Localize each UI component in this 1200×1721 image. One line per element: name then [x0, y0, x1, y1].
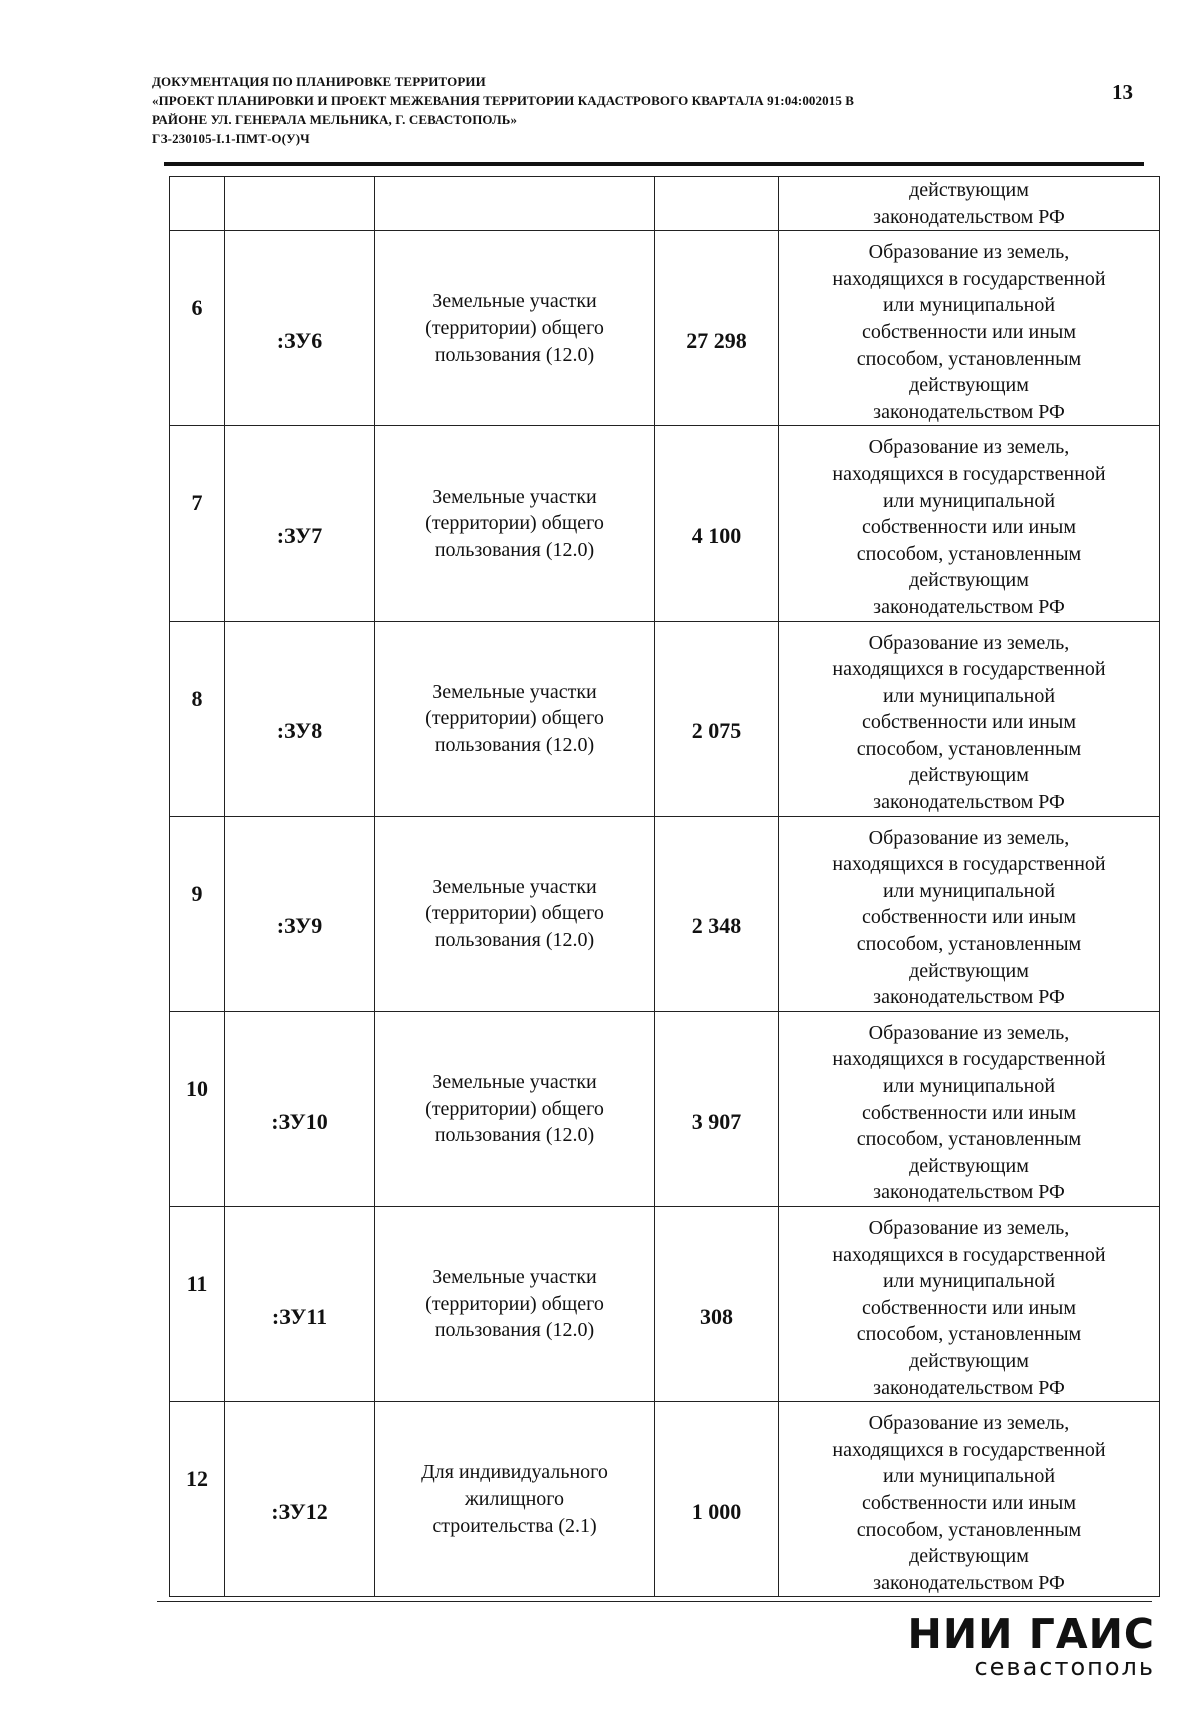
text-line: способом, установленным	[856, 933, 1082, 956]
cell-description	[779, 1011, 1160, 1206]
logo-sub-text: севастополь	[974, 1653, 1155, 1681]
row-number: 11	[186, 1270, 208, 1296]
cell-area	[655, 621, 779, 816]
text-line: действующим	[909, 569, 1029, 592]
cell-description	[779, 621, 1160, 816]
plot-area: 3 907	[691, 1108, 742, 1134]
header-divider	[164, 162, 1144, 166]
table-row	[170, 1206, 1160, 1401]
text-line: законодательством РФ	[873, 986, 1065, 1009]
description-text	[781, 426, 1157, 620]
text-line: законодательством РФ	[873, 1376, 1065, 1399]
text-line: Земельные участки	[432, 485, 597, 508]
description-text	[781, 1012, 1157, 1206]
cell-description	[779, 426, 1160, 621]
row-number: 7	[191, 490, 203, 516]
text-line: Образование из земель,	[868, 436, 1070, 459]
cell-land-use	[375, 1402, 655, 1597]
row-number: 10	[186, 1075, 208, 1101]
text-line: или муниципальной	[882, 879, 1056, 902]
text-line: способом, установленным	[856, 1518, 1082, 1541]
plot-area: 308	[700, 1303, 733, 1329]
row-number: 12	[186, 1466, 208, 1492]
text-line: (территории) общего	[425, 707, 604, 730]
footer-divider	[157, 1601, 1152, 1602]
cell-area	[655, 1402, 779, 1597]
text-line: собственности или иным	[862, 906, 1076, 929]
cell-number	[170, 231, 225, 426]
cell-description	[779, 231, 1160, 426]
plot-code: :ЗУ9	[276, 913, 323, 939]
table-body	[170, 177, 1160, 1597]
text-line: Земельные участки	[432, 875, 597, 898]
plot-area: 2 348	[691, 913, 742, 939]
cell-empty	[170, 177, 225, 231]
text-line: собственности или иным	[862, 320, 1076, 343]
cell-description	[779, 1402, 1160, 1597]
text-line: (территории) общего	[425, 1097, 604, 1120]
description-text	[781, 622, 1157, 816]
text-line: действующим	[909, 764, 1029, 787]
logo-main-text: НИИ ГАИС	[907, 1610, 1155, 1658]
cell-number	[170, 1206, 225, 1401]
cell-area	[655, 1206, 779, 1401]
cell-plot-code	[225, 426, 375, 621]
text-line: пользования (12.0)	[434, 929, 595, 952]
cell-empty	[225, 177, 375, 231]
cell-description	[779, 1206, 1160, 1401]
table-row	[170, 1011, 1160, 1206]
text-line: собственности или иным	[862, 711, 1076, 734]
land-use-text	[377, 679, 652, 759]
plot-code: :ЗУ8	[276, 718, 323, 744]
text-line: законодательством РФ	[873, 400, 1065, 423]
text-line: законодательством РФ	[873, 1181, 1065, 1204]
cell-plot-code	[225, 1206, 375, 1401]
text-line: пользования (12.0)	[434, 1124, 595, 1147]
text-line: Земельные участки	[432, 290, 597, 313]
description-text	[781, 1207, 1157, 1401]
text-line: собственности или иным	[862, 1296, 1076, 1319]
text-line: собственности или иным	[862, 516, 1076, 539]
cell-plot-code	[225, 1011, 375, 1206]
cell-land-use	[375, 426, 655, 621]
table-row	[170, 231, 1160, 426]
text-line: Земельные участки	[432, 1266, 597, 1289]
text-line: жилищного	[464, 1487, 564, 1510]
text-line: находящихся в государственной	[832, 1048, 1106, 1071]
table-row	[170, 426, 1160, 621]
cell-number	[170, 1011, 225, 1206]
plot-code: :ЗУ6	[276, 327, 323, 353]
text-line: действующим	[909, 374, 1029, 397]
text-line: пользования (12.0)	[434, 733, 595, 756]
text-line: способом, установленным	[856, 737, 1082, 760]
cell-area	[655, 231, 779, 426]
cell-area	[655, 1011, 779, 1206]
text-line: пользования (12.0)	[434, 343, 595, 366]
cell-land-use	[375, 621, 655, 816]
plot-code: :ЗУ12	[271, 1498, 328, 1524]
cell-number	[170, 816, 225, 1011]
cell-description	[779, 816, 1160, 1011]
cell-area	[655, 816, 779, 1011]
text-line: способом, установленным	[856, 542, 1082, 565]
text-line: законодательством РФ	[873, 1571, 1065, 1594]
land-plots-table	[169, 176, 1160, 1597]
page-number: 13	[1112, 80, 1133, 104]
text-line: законодательством РФ	[873, 595, 1065, 618]
text-line: Для индивидуального	[421, 1461, 608, 1484]
text-line: или муниципальной	[882, 1465, 1056, 1488]
text-line: (территории) общего	[425, 316, 604, 339]
header-line-3: РАЙОНЕ УЛ. ГЕНЕРАЛА МЕЛЬНИКА, Г. СЕВАСТОПОЛЬ»	[152, 112, 518, 127]
text-line: (территории) общего	[425, 1292, 604, 1315]
land-use-text	[377, 1069, 652, 1149]
plot-area: 1 000	[691, 1498, 742, 1524]
cell-area	[655, 426, 779, 621]
cell-plot-code	[225, 816, 375, 1011]
cell-land-use	[375, 1011, 655, 1206]
text-line: или муниципальной	[882, 489, 1056, 512]
description-text	[781, 231, 1157, 425]
cell-number	[170, 426, 225, 621]
text-line: находящихся в государственной	[832, 1438, 1106, 1461]
cell-land-use	[375, 1206, 655, 1401]
cell-description	[779, 177, 1160, 231]
text-line: Образование из земель,	[868, 1412, 1070, 1435]
nii-gais-logo	[905, 1610, 1155, 1681]
cell-empty	[375, 177, 655, 231]
text-line: находящихся в государственной	[832, 1243, 1106, 1266]
cell-plot-code	[225, 621, 375, 816]
text-line: способом, установленным	[856, 1128, 1082, 1151]
cell-plot-code	[225, 231, 375, 426]
text-line: Образование из земель,	[868, 1216, 1070, 1239]
text-line: находящихся в государственной	[832, 853, 1106, 876]
text-line: действующим	[909, 1154, 1029, 1177]
text-line: пользования (12.0)	[434, 538, 595, 561]
text-line: собственности или иным	[862, 1491, 1076, 1514]
header-line-1: ДОКУМЕНТАЦИЯ ПО ПЛАНИРОВКЕ ТЕРРИТОРИИ	[152, 74, 486, 89]
text-line: действующим	[909, 179, 1029, 201]
text-line: находящихся в государственной	[832, 462, 1106, 485]
text-line: Образование из земель,	[868, 631, 1070, 654]
land-use-text	[377, 1264, 652, 1344]
row-number: 6	[191, 295, 203, 321]
text-line: находящихся в государственной	[832, 658, 1106, 681]
plot-area: 2 075	[691, 718, 742, 744]
text-line: или муниципальной	[882, 294, 1056, 317]
cell-land-use	[375, 816, 655, 1011]
plot-code: :ЗУ11	[271, 1303, 328, 1329]
text-line: действующим	[909, 1545, 1029, 1568]
plot-area: 4 100	[691, 523, 742, 549]
header-line-4: ГЗ-230105-I.1-ПМТ-О(У)Ч	[152, 131, 310, 146]
text-line: собственности или иным	[862, 1101, 1076, 1124]
text-line: способом, установленным	[856, 347, 1082, 370]
row-number: 8	[191, 685, 203, 711]
cell-number	[170, 1402, 225, 1597]
text-line: или муниципальной	[882, 1270, 1056, 1293]
text-line: действующим	[909, 959, 1029, 982]
text-line: Земельные участки	[432, 680, 597, 703]
land-use-text	[377, 288, 652, 368]
plot-code: :ЗУ7	[276, 523, 323, 549]
text-line: (территории) общего	[425, 902, 604, 925]
cell-empty	[655, 177, 779, 231]
text-line: действующим	[909, 1349, 1029, 1372]
text-line: находящихся в государственной	[832, 267, 1106, 290]
text-line: Образование из земель,	[868, 241, 1070, 264]
text-line: (территории) общего	[425, 512, 604, 535]
land-use-text	[377, 484, 652, 564]
text-line: законодательством РФ	[873, 205, 1065, 228]
row-number: 9	[191, 880, 203, 906]
document-header	[152, 72, 1082, 148]
plot-area: 27 298	[686, 327, 747, 353]
table-row	[170, 816, 1160, 1011]
cell-plot-code	[225, 1402, 375, 1597]
table-row	[170, 1402, 1160, 1597]
land-use-text	[377, 1459, 652, 1539]
plot-code: :ЗУ10	[271, 1108, 328, 1134]
text-line: Земельные участки	[432, 1071, 597, 1093]
description-text	[781, 817, 1157, 1011]
text-line: Образование из земель,	[868, 826, 1070, 849]
header-line-2: «ПРОЕКТ ПЛАНИРОВКИ И ПРОЕКТ МЕЖЕВАНИЯ ТЕРРИТОРИИ КАДАСТРОВОГО КВАРТАЛА 91:04:002015 В	[152, 93, 855, 108]
text-line: Образование из земель,	[868, 1021, 1070, 1044]
text-line: законодательством РФ	[873, 791, 1065, 814]
table-row-continuation	[170, 177, 1160, 231]
land-use-text	[377, 874, 652, 954]
text-line: пользования (12.0)	[434, 1319, 595, 1342]
cell-land-use	[375, 231, 655, 426]
text-line: строительства (2.1)	[432, 1514, 597, 1537]
text-line: или муниципальной	[882, 1075, 1056, 1097]
cell-number	[170, 621, 225, 816]
table-row	[170, 621, 1160, 816]
text-line: способом, установленным	[856, 1323, 1082, 1346]
description-text	[781, 1402, 1157, 1596]
text-line: или муниципальной	[882, 684, 1056, 707]
